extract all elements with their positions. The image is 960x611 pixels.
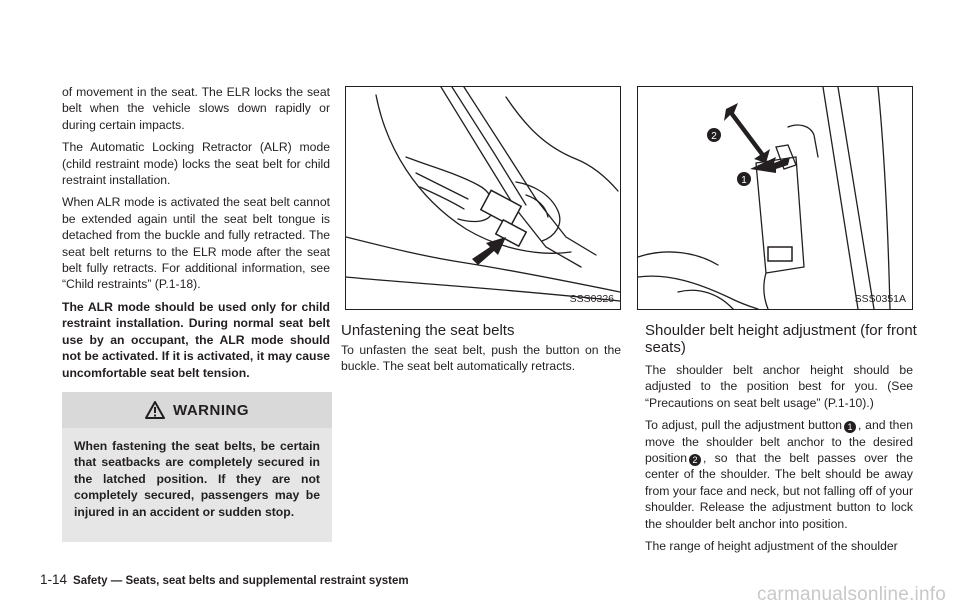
paragraph-elr: of movement in the seat. The ELR locks the seat belt when the vehicle slows down rapidly or during certain impacts. xyxy=(62,85,330,132)
figure-shoulder-adjust xyxy=(637,86,913,310)
label-1-text: 1 xyxy=(741,175,747,186)
watermark: carmanualsonline.info xyxy=(756,584,946,605)
warning-text: When fastening the seat belts, be certain that seatbacks are completely secured in the latched position. If they are not completely secured, passengers may be injured in an accident or sudden stop. xyxy=(74,439,320,519)
warning-box xyxy=(62,392,332,542)
heading-shoulder-adjust: Shoulder belt height adjustment (for front seats) xyxy=(645,322,917,356)
heading-unfastening: Unfastening the seat belts xyxy=(341,322,515,339)
step-2-badge: 2 xyxy=(689,454,701,466)
paragraph-anchor-height: The shoulder belt anchor height should be adjusted to the position best for you. (See “Precautions on seat belt usage” (P.1-10).) xyxy=(645,363,913,410)
right-column xyxy=(645,362,913,560)
paragraph-alr-warning: The ALR mode should be used only for child restraint installation. During normal seat belt use by an occupant, the ALR mode should not be activated. If it is activated, it may cause uncomfortable seat belt tension. xyxy=(62,299,330,380)
figure-code: SSS0326 xyxy=(569,293,614,305)
page-footer xyxy=(40,572,409,587)
figure-code: SSS0351A xyxy=(854,293,906,305)
paragraph-adjust-steps xyxy=(645,417,913,532)
warning-body xyxy=(62,428,332,542)
warning-triangle-icon xyxy=(145,401,165,419)
paragraph-unfastening: To unfasten the seat belt, push the button on the buckle. The seat belt automatically retracts. xyxy=(341,343,621,374)
paragraph-range: The range of height adjustment of the shoulder xyxy=(645,539,898,554)
warning-header xyxy=(62,392,332,428)
figure-unfasten-buckle xyxy=(345,86,621,310)
buckle-illustration xyxy=(346,87,620,309)
step-1-badge: 1 xyxy=(844,421,856,433)
adjust-text-a: To adjust, pull the adjustment button xyxy=(645,418,843,433)
warning-title: WARNING xyxy=(173,401,249,419)
adjust-text-b: , and then move the shoulder belt anchor to the desired position xyxy=(645,418,914,466)
paragraph-alr: The Automatic Locking Retractor (ALR) mode (child restraint mode) locks the seat belt for child restraint installation. xyxy=(62,140,330,188)
adjust-text-c: , so that the belt passes over the center of the shoulder. The belt should be away from your face and neck, but not falling off of your shoulder. Release the adjustment button to lock the shoulder belt anchor into position. xyxy=(645,451,913,531)
section-title: Safety — Seats, seat belts and supplemental restraint system xyxy=(73,575,409,587)
paragraph-alr-activated: When ALR mode is activated the seat belt cannot be extended again until the seat belt tongue is detached from the buckle and fully retracted. The seat belt returns to the ELR mode after the seat belt fully retracts. For additional information, see “Child restraints” (P.1-18). xyxy=(62,195,330,292)
label-2-text: 2 xyxy=(711,131,717,142)
shoulder-anchor-illustration xyxy=(638,87,912,309)
page-number: 1-14 xyxy=(40,572,68,587)
left-column xyxy=(62,84,330,387)
